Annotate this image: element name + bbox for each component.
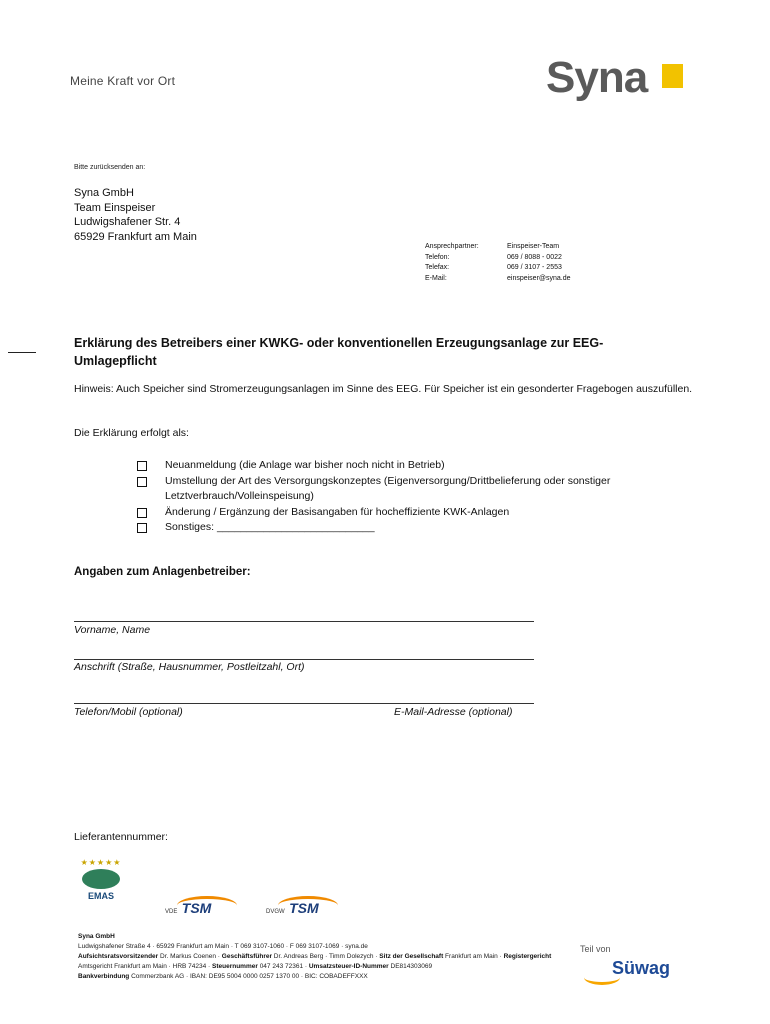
footer-value: DE814303069 (388, 963, 433, 970)
footer-value: 047 243 72361 · (257, 963, 309, 970)
option-other[interactable] (137, 520, 705, 536)
suewag-logo (584, 956, 684, 986)
footer-value: Frankfurt am Main · (443, 953, 504, 960)
address-line: Team Einspeiser (74, 201, 156, 214)
option-label: Änderung / Ergänzung der Basisangaben für hocheffiziente KWK-Anlagen (165, 505, 510, 518)
swoosh-icon (177, 896, 237, 915)
emas-badge (80, 858, 122, 930)
footer-label: Bankverbindung (78, 973, 130, 980)
contact-input-line[interactable] (74, 703, 534, 704)
vde-tsm-badge (165, 900, 240, 926)
dvgw-tsm-badge (266, 900, 341, 926)
footer-company: Syna GmbH (78, 933, 115, 940)
checkbox[interactable] (137, 508, 147, 518)
logo-text: Syna (546, 53, 648, 102)
checkbox[interactable] (137, 523, 147, 533)
footer-value: Dr. Markus Coenen · (158, 953, 222, 960)
recipient-address (74, 186, 197, 244)
footer-label: Registergericht (503, 953, 552, 960)
contact-value: 069 / 8088 - 0022 (507, 253, 562, 261)
footer-label: Umsatzsteuer-ID-Nummer (308, 963, 389, 970)
operator-heading: Angaben zum Anlagenbetreiber: (74, 566, 251, 578)
address-line: Syna GmbH (74, 187, 134, 199)
intro-text: Die Erklärung erfolgt als: (74, 427, 189, 439)
syna-logo (546, 53, 686, 102)
tsm-label: TSM (181, 900, 212, 916)
address-input-line[interactable] (74, 659, 534, 660)
name-input-line[interactable] (74, 621, 534, 622)
footer (78, 932, 578, 982)
contact-email[interactable]: einspeiser@syna.de (507, 274, 571, 282)
contact-label: Ansprechpartner: (425, 243, 479, 250)
vde-label: VDE (165, 909, 178, 915)
contact-value: 069 / 3107 - 2553 (507, 264, 562, 271)
emas-label: EMAS (87, 891, 114, 901)
tagline: Meine Kraft vor Ort (70, 74, 176, 88)
leaf-icon (82, 869, 120, 889)
suewag-name: Süwag (612, 958, 671, 978)
address-label: Anschrift (Straße, Hausnummer, Postleitzahl, Ort) (74, 661, 305, 673)
swoosh-icon (278, 896, 338, 915)
phone-label: Telefon/Mobil (optional) (74, 706, 183, 718)
checkbox[interactable] (137, 461, 147, 471)
email-label: E-Mail-Adresse (optional) (394, 706, 513, 718)
contact-label: E-Mail: (425, 274, 447, 282)
stars-icon: ★★★★★ (80, 858, 122, 867)
document-title: Erklärung des Betreibers einer KWKG- oder konventionellen Erzeugungsanlage zur EEG-Umlagepflicht (74, 336, 604, 368)
dvgw-label: DVGW (266, 909, 285, 915)
fold-mark (8, 352, 36, 353)
parent-label: Teil von (580, 944, 611, 954)
contact-label: Telefax: (425, 264, 450, 271)
option-new-registration[interactable] (137, 458, 705, 474)
contact-block (425, 242, 571, 284)
return-label: Bitte zurücksenden an: (74, 164, 146, 171)
supplier-number-label: Lieferantennummer: (74, 831, 168, 843)
footer-label: Aufsichtsratsvorsitzender (78, 953, 159, 960)
option-label: Umstellung der Art des Versorgungskonzeptes (Eigenversorgung/Drittbelieferung oder sonstiger Letztverbrauch/Volleinspeisung) (165, 474, 611, 502)
footer-label: Sitz der Gesellschaft (379, 953, 444, 960)
declaration-options (137, 458, 705, 536)
address-line: Ludwigshafener Str. 4 (74, 216, 181, 228)
contact-value: Einspeiser-Team (507, 243, 560, 250)
option-label: Sonstiges: ___________________________ (165, 521, 375, 533)
address-line: 65929 Frankfurt am Main (74, 230, 197, 243)
contact-label: Telefon: (425, 253, 450, 261)
footer-label: Steuernummer (212, 963, 258, 970)
name-label: Vorname, Name (74, 624, 151, 636)
footer-address: Ludwigshafener Straße 4 · 65929 Frankfurt am Main · T 069 3107-1060 · F 069 3107-1069 · syna.de (78, 943, 368, 950)
footer-value: Amtsgericht Frankfurt am Main · HRB 74234 · (78, 963, 213, 970)
footer-value: Dr. Andreas Berg · Timm Dolezych · (272, 953, 380, 960)
footer-label: Geschäftsführer (221, 953, 272, 960)
logo-square-icon (662, 64, 683, 88)
hint-text: Hinweis: Auch Speicher sind Stromerzeugungsanlagen im Sinne des EEG. Für Speicher ist ein gesonderter Fragebogen auszufüllen. (74, 383, 693, 395)
option-kwk-change[interactable] (137, 505, 705, 521)
tsm-label: TSM (289, 900, 319, 916)
option-concept-change[interactable] (137, 474, 705, 505)
checkbox[interactable] (137, 477, 147, 487)
footer-value: Commerzbank AG · IBAN: DE95 5004 0000 0257 1370 00 · BIC: COBADEFFXXX (129, 973, 368, 980)
option-label: Neuanmeldung (die Anlage war bisher noch nicht in Betrieb) (165, 459, 445, 471)
